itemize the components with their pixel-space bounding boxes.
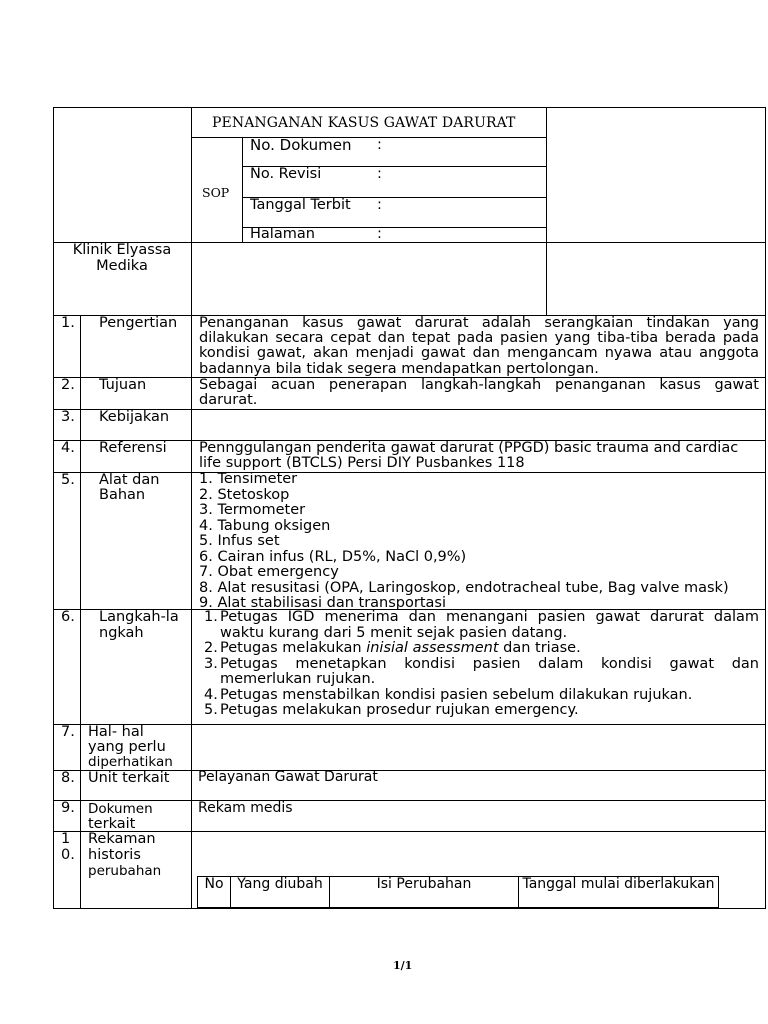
step-number: 3.: [204, 655, 218, 672]
field-colon: :: [377, 226, 382, 242]
step-text: Petugas menetapkan kondisi pasien dalam kondisi gawat dan memerlukan rujukan.: [220, 655, 759, 687]
list-item: [204, 657, 759, 688]
field-label: Halaman: [250, 226, 315, 242]
row-label: Langkah-la: [99, 609, 179, 625]
referensi-content: Pennggulangan penderita gawat darurat (PPGD) basic trauma and cardiac life support (BTCLS) Persi DIY Pusbankes 118: [199, 440, 739, 472]
divider: [53, 831, 766, 832]
step-number: 4.: [204, 686, 218, 703]
table-header-cell: Tanggal mulai diberlakukan: [519, 877, 719, 908]
row-number: 2.: [61, 377, 75, 393]
row-label: Dokumen: [88, 801, 153, 817]
row-number: 7.: [61, 724, 75, 740]
list-item: [204, 610, 759, 641]
step-number: 1.: [204, 609, 218, 625]
list-item: 9. Alat stabilisasi dan transportasi: [199, 595, 446, 611]
field-colon: :: [377, 137, 382, 153]
revision-history-table: [197, 876, 719, 908]
row-number: 3.: [61, 409, 75, 425]
row-number: 4.: [61, 440, 75, 456]
row-label: diperhatikan: [88, 754, 173, 770]
step-text: Petugas menstabilkan kondisi pasien sebelum dilakukan rujukan.: [220, 686, 693, 703]
langkah-list: [204, 610, 759, 719]
row-number: 5.: [61, 472, 75, 488]
row-label: Unit terkait: [88, 770, 170, 786]
list-item: [204, 688, 759, 704]
row-label: historis: [88, 847, 141, 863]
row-number: 1: [61, 831, 71, 847]
row-label: yang perlu: [88, 739, 166, 755]
list-item: [204, 703, 759, 719]
row-label: Referensi: [99, 440, 167, 456]
field-label: No. Revisi: [250, 166, 322, 182]
page-number: 1/1: [393, 959, 413, 972]
list-item: 6. Cairan infus (RL, D5%, NaCl 0,9%): [199, 548, 467, 565]
alat-bahan-list: [199, 472, 729, 612]
step-number: 5.: [204, 702, 218, 718]
list-item: 8. Alat resusitasi (OPA, Laringoskop, endotracheal tube, Bag valve mask): [199, 579, 729, 596]
row-label: Bahan: [99, 487, 146, 503]
list-item: [204, 641, 759, 657]
table-header-cell: Isi Perubahan: [330, 877, 519, 908]
step-number: 2.: [204, 640, 218, 656]
field-label: Tanggal Terbit: [250, 197, 351, 213]
step-text: Petugas IGD menerima dan menangani pasien gawat darurat dalam waktu kurang dari 5 menit sejak pasien datang.: [220, 609, 759, 641]
divider: [53, 800, 766, 801]
row-label: terkait: [88, 816, 136, 832]
divider: [53, 724, 766, 725]
document-title: PENANGANAN KASUS GAWAT DARURAT: [212, 115, 516, 131]
list-item: 5. Infus set: [199, 533, 280, 549]
step-text-part: Petugas melakukan: [220, 640, 367, 656]
row-label: Alat dan: [99, 472, 160, 488]
field-colon: :: [377, 197, 382, 213]
row-label: perubahan: [88, 863, 162, 879]
row-label: Rekaman: [88, 831, 156, 847]
table-row: [198, 877, 719, 908]
tujuan-content: Sebagai acuan penerapan langkah-langkah penanganan kasus gawat darurat.: [199, 377, 759, 409]
dokumen-terkait-content: Rekam medis: [198, 800, 293, 816]
row-number: 0.: [61, 847, 75, 863]
list-item: 1. Tensimeter: [199, 471, 298, 487]
divider: [191, 137, 547, 138]
table-header-cell: Yang diubah: [231, 877, 330, 908]
row-label: Kebijakan: [99, 409, 170, 425]
unit-terkait-content: Pelayanan Gawat Darurat: [198, 769, 378, 785]
step-text: [220, 641, 759, 657]
row-number: 6.: [61, 609, 75, 625]
list-item: 3. Termometer: [199, 502, 306, 518]
row-number: 8.: [61, 770, 75, 786]
list-item: 7. Obat emergency: [199, 564, 339, 580]
row-label: Tujuan: [99, 377, 147, 393]
field-colon: :: [377, 166, 382, 182]
list-item: 4. Tabung oksigen: [199, 517, 331, 534]
step-text: Petugas melakukan prosedur rujukan emergency.: [220, 702, 579, 718]
clinic-name: Klinik Elyassa Medika: [72, 242, 172, 274]
row-label: Pengertian: [99, 315, 178, 331]
row-number: 9.: [61, 800, 75, 816]
sop-label: SOP: [202, 185, 230, 200]
field-label: No. Dokumen: [250, 136, 352, 154]
divider: [80, 315, 81, 909]
divider: [191, 107, 192, 909]
table-header-cell: No: [198, 877, 231, 908]
row-number: 1.: [61, 315, 75, 331]
list-item: 2. Stetoskop: [199, 486, 290, 503]
row-label: Hal- hal: [88, 724, 144, 740]
row-label: ngkah: [99, 625, 144, 641]
pengertian-content: Penanganan kasus gawat darurat adalah serangkaian tindakan yang dilakukan secara cepat dan tepat pada pasien yang tiba-tiba berada pada kondisi gawat, akan menjadi gawat dan mengancam nyawa atau anggota badannya bila tidak segera mendapatkan pertolongan.: [199, 315, 759, 377]
step-text-part: dan triase.: [498, 640, 581, 656]
step-text-italic: inisial assessment: [366, 640, 499, 656]
divider: [546, 107, 547, 315]
